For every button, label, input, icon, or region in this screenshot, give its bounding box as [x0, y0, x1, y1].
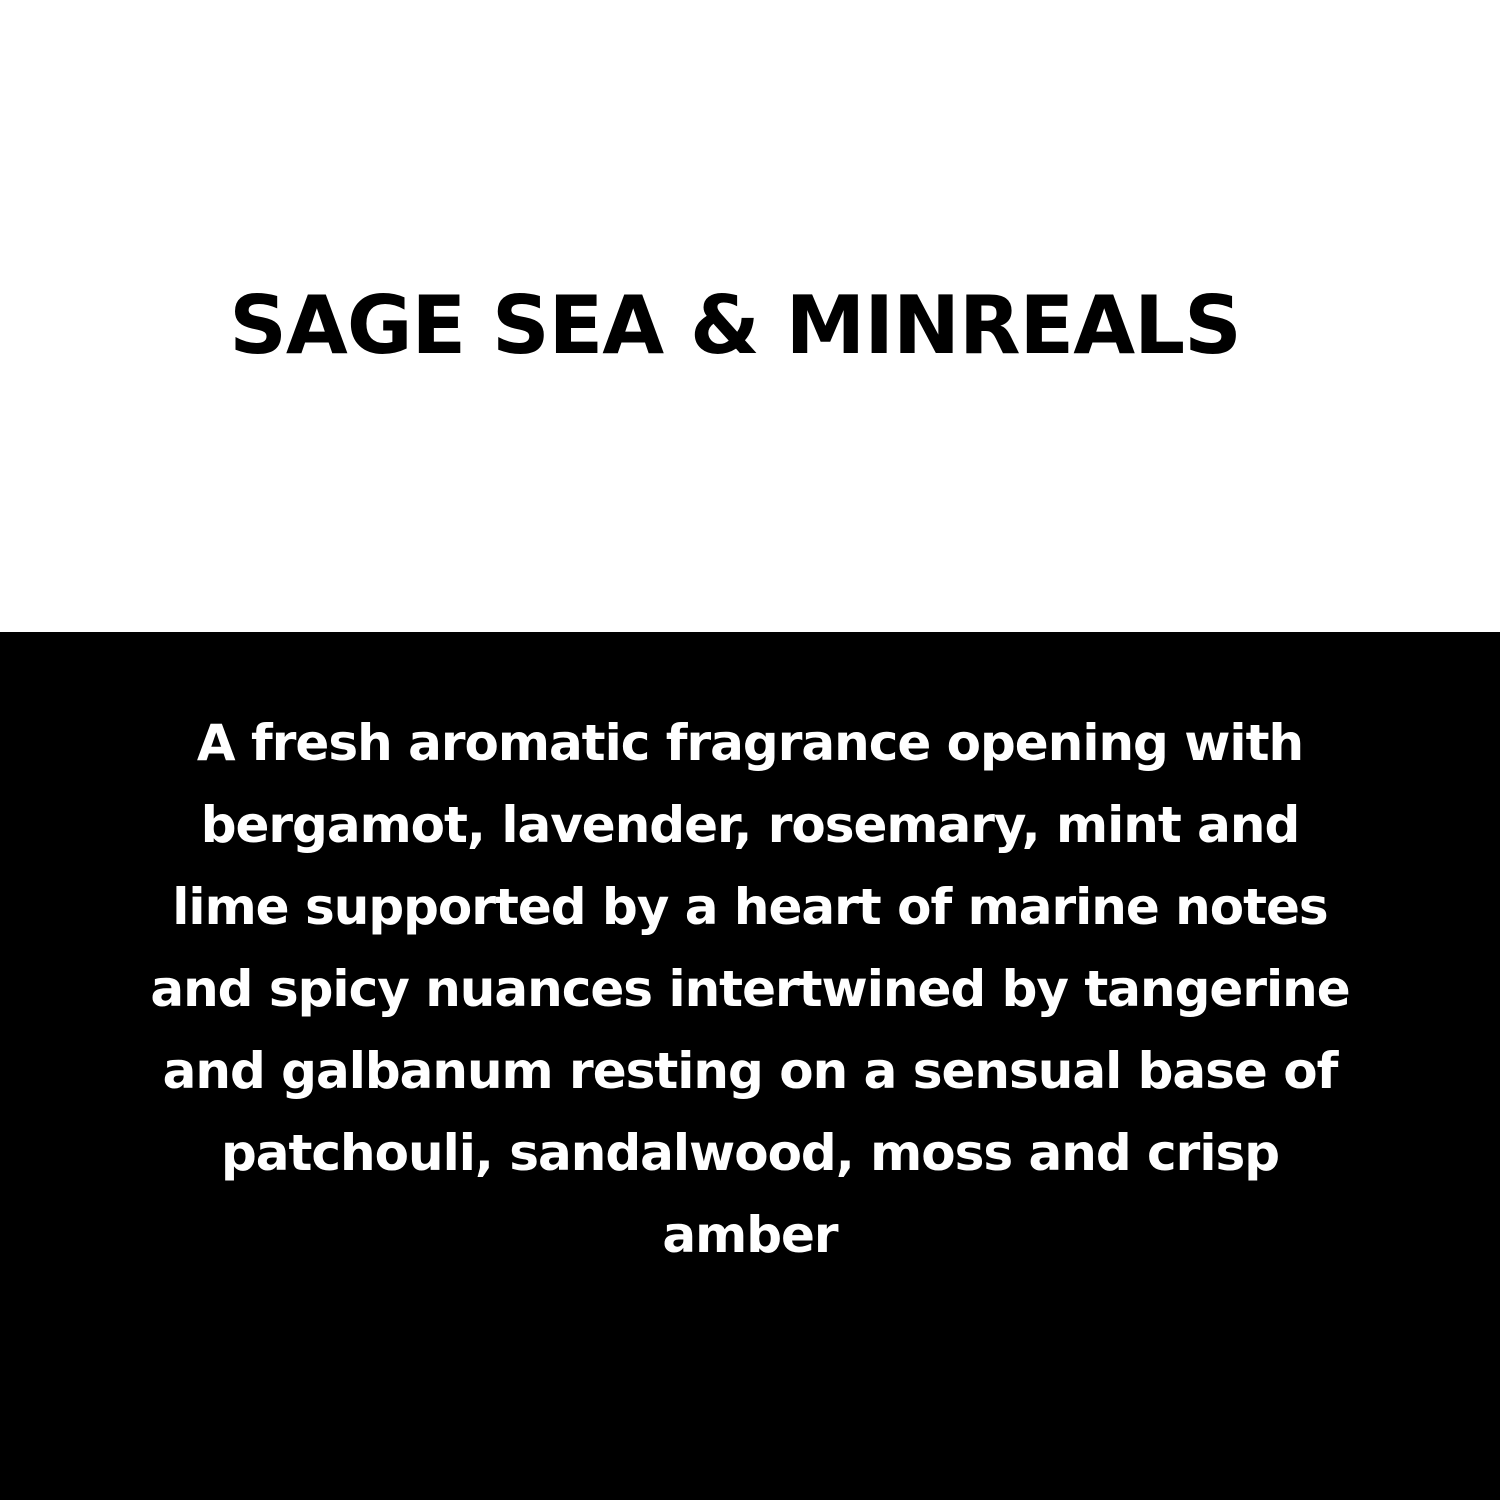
description-line: and spicy nuances intertwined by tangerine [150, 960, 1350, 1018]
product-title: SAGE SEA & MINREALS [229, 279, 1241, 372]
description-line: and galbanum resting on a sensual base of [162, 1042, 1338, 1100]
description-line: lime supported by a heart of marine notes [172, 878, 1328, 936]
product-description [0, 702, 1500, 1276]
description-line: patchouli, sandalwood, moss and crisp [220, 1124, 1280, 1182]
description-panel [0, 632, 1500, 1500]
description-line: amber [662, 1206, 838, 1264]
description-line: A fresh aromatic fragrance opening with [196, 714, 1304, 772]
title-panel [0, 0, 1500, 632]
description-line: bergamot, lavender, rosemary, mint and [200, 796, 1300, 854]
